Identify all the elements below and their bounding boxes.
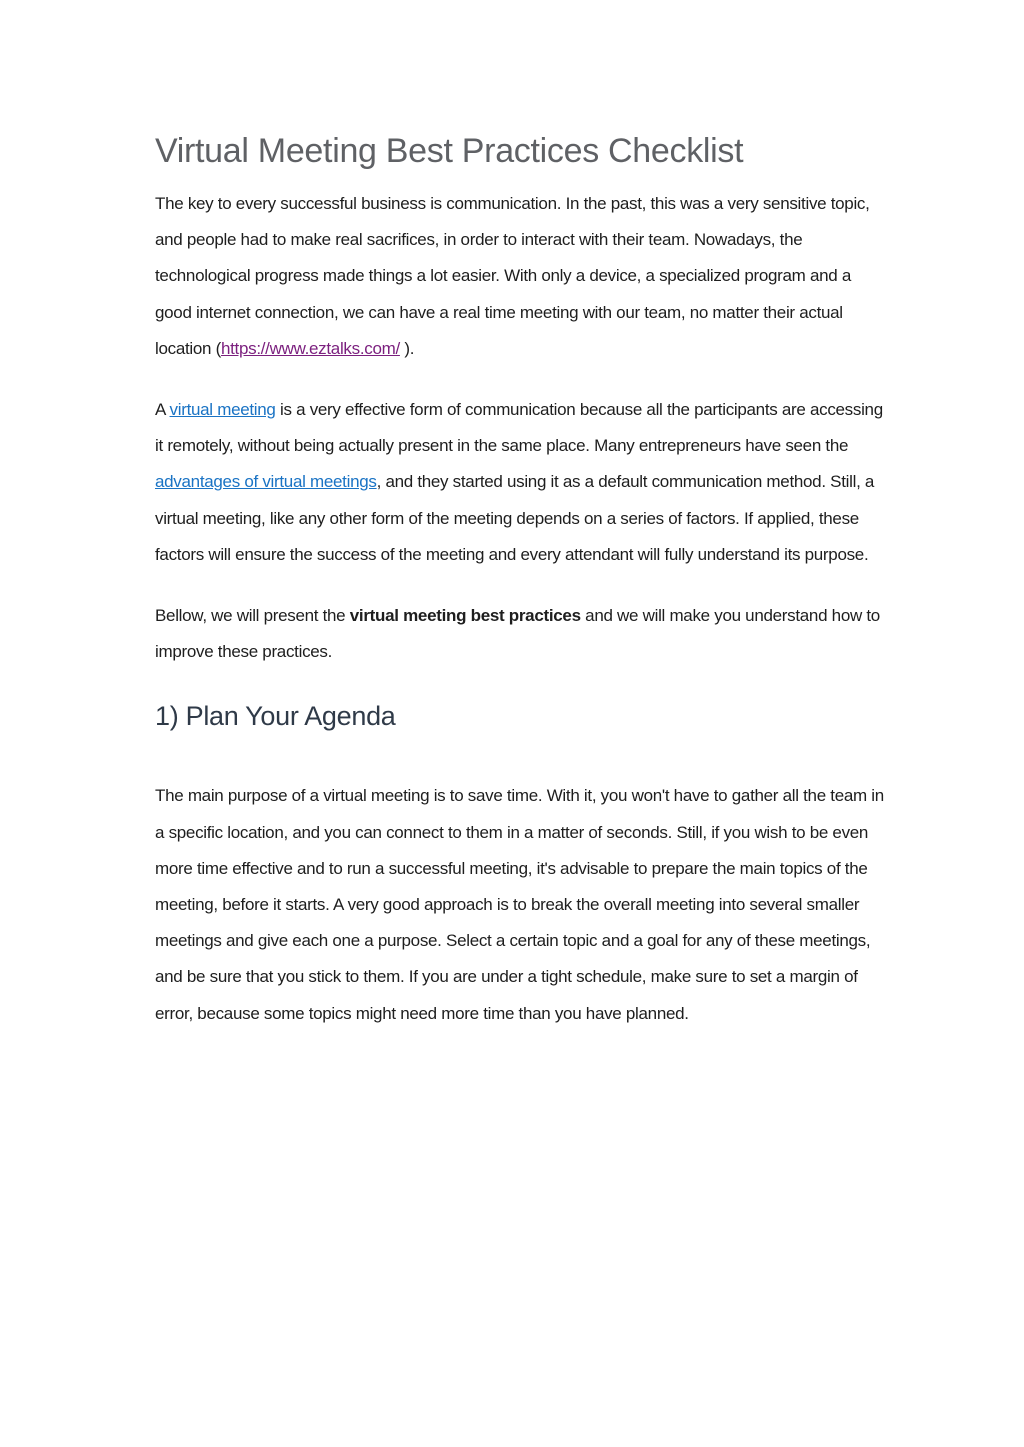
paragraph3-suffix: and we will make you understand how to improve these practices. [155, 606, 880, 662]
intro-paragraph [155, 186, 885, 367]
best-practices-bold: virtual meeting best practices [349, 606, 581, 626]
intro-text-end: ). [399, 338, 415, 358]
paragraph3-prefix: Bellow, we will present the [155, 606, 350, 626]
document-page [155, 128, 885, 1032]
virtual-meeting-paragraph [155, 392, 885, 573]
best-practices-paragraph [155, 598, 885, 670]
plan-agenda-paragraph: The main purpose of a virtual meeting is to save time. With it, you won't have to gather all the team in a specific location, and you can connect to them in a matter of seconds. Still, if you wish to be even more time effective and to run a successful meeting, it's advisable to prepare the main topics of the meeting, before it starts. A very good approach is to break the overall meeting into several smaller meetings and give each one a purpose. Select a certain topic and a goal for any of these meetings, and be sure that you stick to them. If you are under a tight schedule, make sure to set a margin of error, because some topics might need more time than you have planned. [155, 786, 884, 1023]
paragraph2-mid: is a very effective form of communication because all the participants are accessing it remotely, without being actually present in the same place. Many entrepreneurs have seen the [155, 400, 883, 456]
paragraph2-prefix: A [155, 400, 170, 420]
advantages-link[interactable]: advantages of virtual meetings [155, 472, 377, 492]
paragraph2-suffix: , and they started using it as a default communication method. Still, a virtual meeting, like any other form of the meeting depends on a series of factors. If applied, these factors will ensure the success of the meeting and every attendant will fully understand its purpose. [155, 472, 875, 564]
intro-text: The key to every successful business is communication. In the past, this was a very sensitive topic, and people had to make real sacrifices, in order to interact with their team. Nowadays, the technological progress made things a lot easier. With only a device, a specialized program and a good internet connection, we can have a real time meeting with our team, no matter their actual location ( [155, 194, 870, 358]
page-title: Virtual Meeting Best Practices Checklist [155, 132, 744, 170]
eztalks-link[interactable]: https://www.eztalks.com/ [220, 338, 400, 358]
section-heading-plan-agenda: 1) Plan Your Agenda [155, 701, 396, 732]
virtual-meeting-link[interactable]: virtual meeting [169, 400, 276, 420]
